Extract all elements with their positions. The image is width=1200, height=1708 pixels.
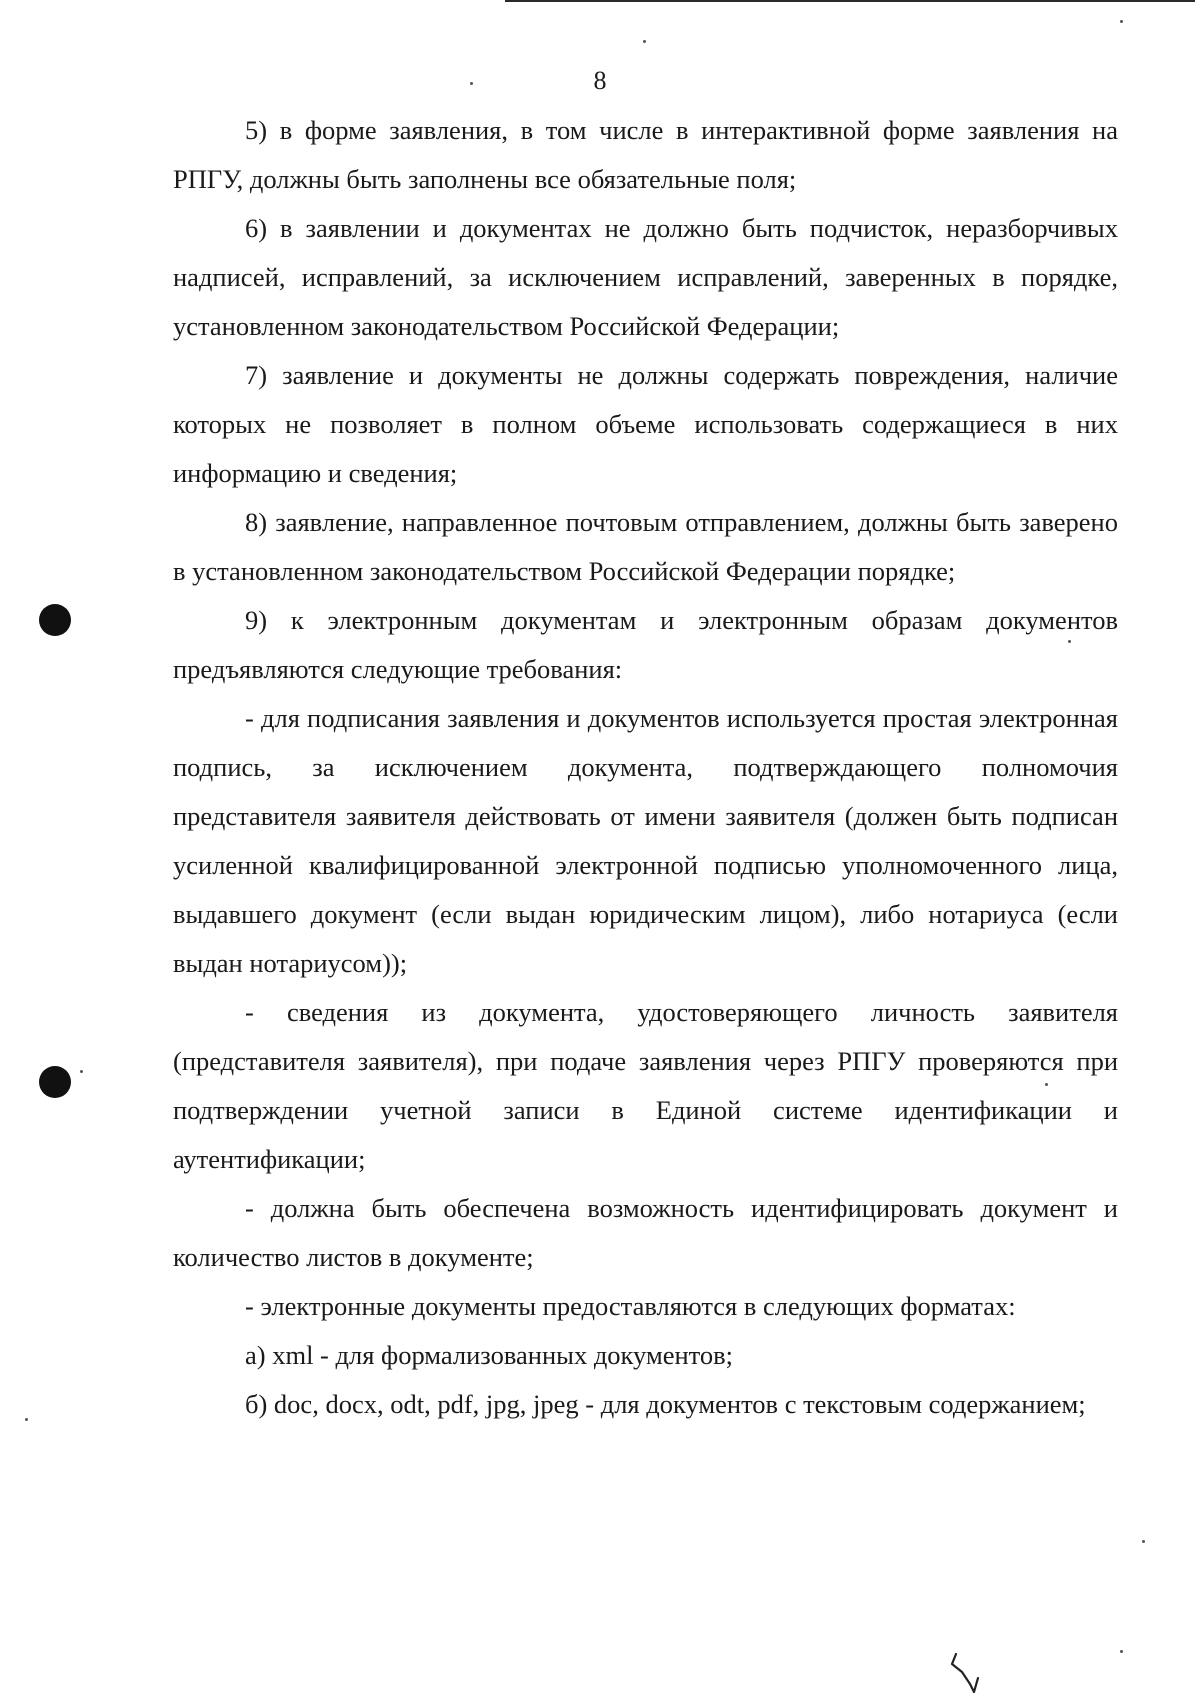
top-edge-line xyxy=(505,0,1195,2)
handwritten-tick-mark xyxy=(948,1648,988,1696)
paragraph-item-7: 7) заявление и документы не должны содержать повреждения, наличие которых не позволяет в полном объеме использовать содержащиеся в них информацию и сведения; xyxy=(173,360,1118,488)
scan-speck xyxy=(1120,1650,1123,1653)
paragraph-signature-requirement: - для подписания заявления и документов используется простая электронная подпись, за исключением документа, подтверждающего полномочия представителя заявителя действовать от имени заявителя (должен быть подписан усиленной квалифицированной электронной подписью уполномоченного лица, выдавшего документ (если выдан юридическим лицом), либо нотариуса (если выдан нотариусом)); xyxy=(173,703,1118,978)
punch-hole-mark xyxy=(39,604,71,636)
scan-speck xyxy=(643,40,646,43)
paragraph-format-text: б) doc, docx, odt, pdf, jpg, jpeg - для документов с текстовым содержанием; xyxy=(245,1389,1086,1419)
scan-speck xyxy=(1142,1540,1145,1543)
scan-speck xyxy=(1120,20,1123,23)
paragraph-document-identification: - должна быть обеспечена возможность идентифицировать документ и количество листов в документе; xyxy=(173,1193,1118,1272)
scan-speck xyxy=(80,1070,83,1073)
page-number: 8 xyxy=(593,66,607,95)
paragraph-item-9: 9) к электронным документам и электронным образам документов предъявляются следующие требования: xyxy=(173,605,1118,684)
scan-speck xyxy=(25,1418,28,1421)
paragraph-item-6: 6) в заявлении и документах не должно быть подчисток, неразборчивых надписей, исправлений, за исключением исправлений, заверенных в порядке, установленном законодательством Российской Федерации; xyxy=(173,213,1118,341)
scan-speck xyxy=(470,82,473,85)
punch-hole-mark xyxy=(39,1066,71,1098)
scan-speck xyxy=(1068,640,1071,643)
paragraph-identity-verification: - сведения из документа, удостоверяющего личность заявителя (представителя заявителя), при подаче заявления через РПГУ проверяются при подтверждении учетной записи в Единой системе идентификации и аутентификации; xyxy=(173,997,1118,1174)
document-body xyxy=(173,106,1118,1429)
paragraph-item-8: 8) заявление, направленное почтовым отправлением, должны быть заверено в установленном законодательством Российской Федерации порядке; xyxy=(173,507,1118,586)
paragraph-item-5: 5) в форме заявления, в том числе в интерактивной форме заявления на РПГУ, должны быть заполнены все обязательные поля; xyxy=(173,115,1118,194)
paragraph-format-xml: а) xml - для формализованных документов; xyxy=(245,1340,734,1370)
scan-speck xyxy=(1045,1083,1048,1086)
paragraph-formats-intro: - электронные документы предоставляются в следующих форматах: xyxy=(245,1291,1016,1321)
